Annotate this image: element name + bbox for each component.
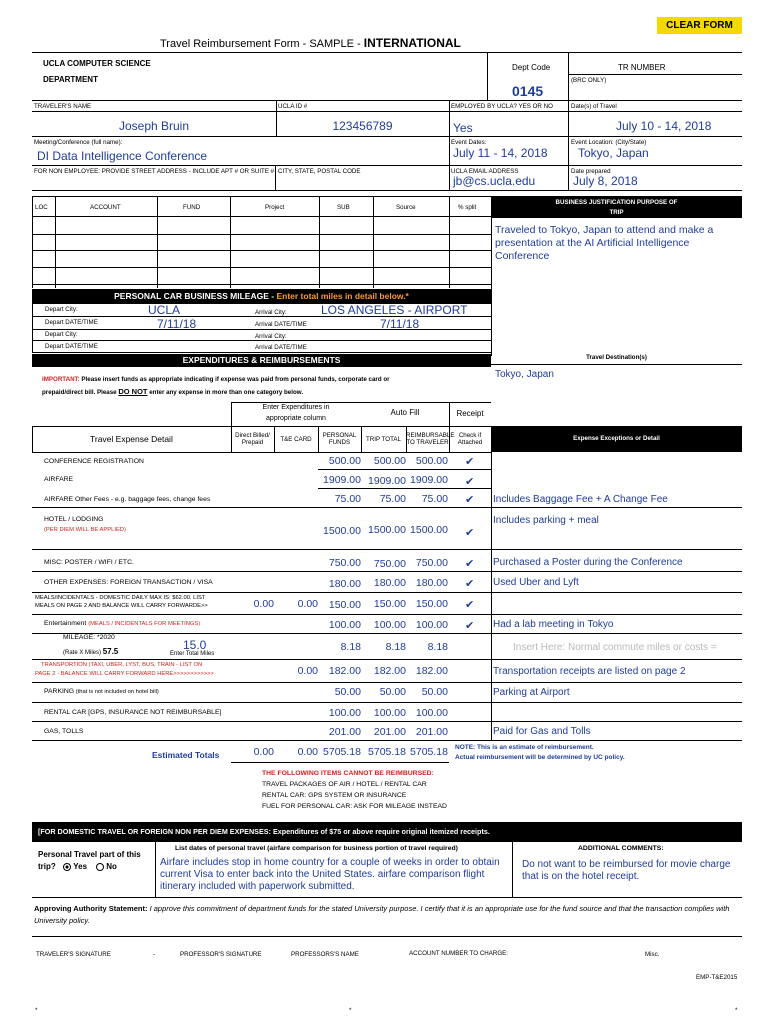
row-rental-total: 100.00 <box>373 707 406 719</box>
row-meals-reimb: 150.00 <box>415 598 448 610</box>
row-misc-note[interactable]: Purchased a Poster during the Conference <box>493 557 683 568</box>
arrival-city-label: Arrival City: <box>255 309 287 316</box>
date-prepared-input[interactable]: July 8, 2018 <box>573 174 638 188</box>
row-parking-total: 50.00 <box>379 686 406 698</box>
fund-col-fund: FUND <box>183 204 201 211</box>
row-misc-reimb: 750.00 <box>415 557 448 569</box>
professor-name-label: PROFESSORS'S NAME <box>291 951 359 958</box>
row-mileage-personal: 8.18 <box>340 641 361 653</box>
non-per-diem-banner: [FOR DOMESTIC TRAVEL OR FOREIGN NON PER DIEM EXPENSES: Expenditures of $75 or above require original itemized receipts. <box>32 822 742 842</box>
footer-mark-right: * <box>735 1007 738 1014</box>
row-airfare-reimb: 1909.00 <box>410 474 448 486</box>
dept-name-line1: UCLA COMPUTER SCIENCE <box>43 59 151 68</box>
justification-input[interactable]: Traveled to Tokyo, Japan to attend and make a presentation at the AI Artificial Intelligence Conference <box>495 224 714 262</box>
approving-statement: Approving Authority Statement: I approve this commitment of department funds for the stated University purpose. I certify that it is an appropriate use for the fund source and that the transaction complies with University policy. <box>34 904 730 925</box>
footer-mark-left: * <box>35 1007 38 1014</box>
col-trip-total: TRIP TOTAL <box>366 436 401 443</box>
row-parking-personal[interactable]: 50.00 <box>334 686 361 698</box>
enter-expenditures-line1: Enter Expenditures in <box>262 404 330 411</box>
travel-expense-detail-header: Travel Expense Detail <box>90 434 173 444</box>
row-hotel-reimb: 1500.00 <box>410 524 448 536</box>
personal-travel-label-2: trip? <box>38 862 56 871</box>
meeting-label: Meeting/Conference (full name): <box>34 139 123 146</box>
expenditures-header: EXPENDITURES & REIMBURSEMENTS <box>32 354 491 367</box>
row-meals-check[interactable]: ✔ <box>465 599 475 611</box>
personal-travel-yes[interactable]: Yes <box>63 862 87 871</box>
exceptions-header: Expense Exceptions or Detail <box>491 426 742 452</box>
email-label: UCLA EMAIL ADDRESS <box>451 168 519 175</box>
row-other-note[interactable]: Used Uber and Lyft <box>493 577 579 588</box>
justification-header: BUSINESS JUSTIFICATION PURPOSE OF TRIP <box>491 196 742 218</box>
col-check-attached: Check if Attached <box>457 432 483 446</box>
row-mileage-total: 8.18 <box>385 641 406 653</box>
depart-datetime-label: Depart DATE/TIME <box>45 319 98 326</box>
row-meals-label-1: MEALS/INCIDENTALS - DOMESTIC DAILY MAX IS: $62.00. LIST <box>35 595 206 601</box>
address-label: FOR NON EMPLOYEE: PROVIDE STREET ADDRESS - INCLUDE APT # OR SUITE # <box>34 168 275 175</box>
city-label: CITY, STATE, POSTAL CODE <box>278 168 361 175</box>
not-reimbursable-1: TRAVEL PACKAGES OF AIR / HOTEL / RENTAL CAR <box>262 781 427 788</box>
footer-mark-center: * <box>349 1007 352 1014</box>
row-meals-direct[interactable]: 0.00 <box>253 598 274 610</box>
row-airfare-other-reimb: 75.00 <box>421 493 448 505</box>
clear-form-button[interactable]: CLEAR FORM <box>657 17 742 34</box>
row-entertainment-check[interactable]: ✔ <box>465 620 475 632</box>
row-parking-reimb: 50.00 <box>421 686 448 698</box>
misc-label: Misc. <box>645 951 660 958</box>
list-dates-input[interactable]: Airfare includes stop in home country for a couple of weeks in order to obtain current Visa to enter back into the United States. airfare comparison flight itinerary included with paperwork submitted. <box>160 857 500 892</box>
personal-travel-label-1: Personal Travel part of this <box>38 850 141 859</box>
col-personal-funds: PERSONAL FUNDS <box>322 432 357 446</box>
row-hotel-personal[interactable]: 1500.00 <box>323 525 361 537</box>
depart-city-label: Depart City: <box>45 306 78 313</box>
traveler-name-label: TRAVELER'S NAME <box>34 103 92 110</box>
row-airfare-other-personal[interactable]: 75.00 <box>334 493 361 505</box>
row-entertainment-note[interactable]: Had a lab meeting in Tokyo <box>493 619 614 630</box>
row-entertainment-total: 100.00 <box>373 619 406 631</box>
additional-comments-input[interactable]: Do not want to be reimbursed for movie charge that is on the hotel receipt. <box>522 859 731 882</box>
form-code: EMP-T&E2015 <box>696 974 738 981</box>
date-prepared-label: Date prepared <box>571 168 611 175</box>
dept-name-line2: DEPARTMENT <box>43 75 98 84</box>
employed-input[interactable]: Yes <box>453 121 473 135</box>
row-mileage-reimb: 8.18 <box>427 641 448 653</box>
fund-col-sub: SUB <box>337 204 350 211</box>
account-number-label: ACCOUNT NUMBER TO CHARGE: <box>409 950 509 957</box>
event-dates-label: Event Dates: <box>451 139 487 146</box>
depart-city-label-2: Depart City: <box>45 331 78 338</box>
totals-trip-total: 5705.18 <box>368 746 406 758</box>
dates-travel-input[interactable]: July 10 - 14, 2018 <box>616 119 712 133</box>
row-transport-label-2: PAGE 2 - BALANCE WILL CARRY FORWARD HERE>>>>>>>>>>>> <box>35 671 214 677</box>
row-gas-reimb: 201.00 <box>415 726 448 738</box>
row-hotel-total: 1500.00 <box>368 524 406 536</box>
row-airfare-label: AIRFARE <box>44 476 74 483</box>
row-meals-tcard[interactable]: 0.00 <box>297 598 318 610</box>
row-transport-reimb: 182.00 <box>415 665 448 677</box>
row-rental-reimb: 100.00 <box>415 707 448 719</box>
arrival-city-input[interactable]: LOS ANGELES - AIRPORT <box>321 303 468 317</box>
row-gas-total: 201.00 <box>373 726 406 738</box>
row-mileage-rate: (Rate X Miles) 57.5 <box>63 647 119 656</box>
col-direct-billed: Direct Billed/ Prepaid <box>235 432 270 446</box>
totals-label: Estimated Totals <box>152 750 220 760</box>
row-gas-label: GAS, TOLLS <box>44 728 84 735</box>
row-hotel-label: HOTEL / LODGING <box>44 516 104 523</box>
fund-col-loc: LOC <box>35 204 48 211</box>
totals-direct: 0.00 <box>253 746 274 758</box>
row-entertainment-personal[interactable]: 100.00 <box>328 619 361 631</box>
row-misc-label: MISC: POSTER / WIFI / ETC. <box>44 559 134 566</box>
row-misc-check[interactable]: ✔ <box>465 558 475 570</box>
totals-reimb: 5705.18 <box>410 746 448 758</box>
row-parking-label: PARKING (that is not included on hotel bill) <box>44 688 159 695</box>
page-title: Travel Reimbursement Form - SAMPLE - INTERNATIONAL <box>160 36 461 50</box>
row-rental-personal[interactable]: 100.00 <box>328 707 361 719</box>
meeting-input[interactable]: DI Data Intelligence Conference <box>37 149 208 163</box>
enter-expenditures-line2: appropriate column <box>266 415 326 422</box>
row-airfare-other-total: 75.00 <box>379 493 406 505</box>
row-conference-reimb: 500.00 <box>415 455 448 467</box>
row-conference-personal[interactable]: 500.00 <box>328 455 361 467</box>
dept-code-label: Dept Code <box>512 63 551 72</box>
row-mileage-note[interactable]: Insert Here: Normal commute miles or costs = <box>513 642 717 653</box>
row-conference-check[interactable]: ✔ <box>465 456 475 468</box>
row-misc-personal[interactable]: 750.00 <box>328 557 361 569</box>
row-transport-personal[interactable]: 182.00 <box>328 665 361 677</box>
row-other-reimb: 180.00 <box>415 577 448 589</box>
mileage-header: PERSONAL CAR BUSINESS MILEAGE - Enter total miles in detail below.* <box>32 289 491 304</box>
row-other-personal[interactable]: 180.00 <box>328 578 361 590</box>
fund-col-account: ACCOUNT <box>90 204 121 211</box>
row-airfare-other-check[interactable]: ✔ <box>465 494 475 506</box>
arrival-datetime-label: Arrival DATE/TIME <box>255 321 307 328</box>
fund-col-split: % split <box>458 204 477 211</box>
col-te-card: T&E CARD <box>280 436 312 443</box>
row-meals-total: 150.00 <box>373 598 406 610</box>
event-dates-input[interactable]: July 11 - 14, 2018 <box>453 146 548 160</box>
row-hotel-sub: (PER DIEM WILL BE APPLIED) <box>44 527 126 533</box>
row-gas-personal[interactable]: 201.00 <box>328 726 361 738</box>
traveler-signature-label: TRAVELER'S SIGNATURE <box>36 951 111 958</box>
important-note-line1: IMPORTANT: Please insert funds as appropriate indicating if expense was paid from personal funds, corporate card or <box>42 376 390 383</box>
list-dates-label: List dates of personal travel (airfare comparison for business portion of travel required) <box>175 845 458 852</box>
row-other-label: OTHER EXPENSES: FOREIGN TRANSACTION / VISA <box>44 579 213 586</box>
totals-note-2: Actual reimbursement will be determined by UC policy. <box>455 754 625 761</box>
row-mileage-miles-label: Enter Total Miles <box>170 651 215 657</box>
row-transport-label-1: TRANSPORTION (TAXI, UBER, LYST, BUS, TRAIN - LIST ON <box>41 662 203 668</box>
row-airfare-personal[interactable]: 1909.00 <box>323 474 361 486</box>
row-airfare-other-note[interactable]: Includes Baggage Fee + A Change Fee <box>493 494 668 505</box>
receipt-label: Receipt <box>456 409 484 418</box>
row-airfare-check[interactable]: ✔ <box>465 476 475 488</box>
tr-number-label: TR NUMBER <box>618 63 666 72</box>
row-conference-total: 500.00 <box>373 455 406 467</box>
totals-note-1: NOTE: This is an estimate of reimbursement. <box>455 744 594 751</box>
row-parking-note[interactable]: Parking at Airport <box>493 687 570 698</box>
radio-empty-icon[interactable] <box>96 863 104 871</box>
additional-comments-label: ADDITIONAL COMMENTS: <box>578 845 664 852</box>
row-entertainment-reimb: 100.00 <box>415 619 448 631</box>
row-entertainment-label: Entertainment (MEALS / INCIDENTALS FOR MEETINGS) <box>44 620 201 627</box>
row-mileage-miles-input[interactable]: 15.0 <box>183 638 207 652</box>
not-reimbursable-2: RENTAL CAR: GPS SYSTEM OR INSURANCE <box>262 792 407 799</box>
not-reimbursable-3: FUEL FOR PERSONAL CAR: ASK FOR MILEAGE INSTEAD <box>262 803 447 810</box>
brc-only-label: (BRC ONLY) <box>571 77 607 84</box>
row-transport-note[interactable]: Transportation receipts are listed on page 2 <box>493 666 686 677</box>
totals-personal: 5705.18 <box>323 746 361 758</box>
auto-fill-label: Auto Fill <box>390 408 420 417</box>
ucla-id-input[interactable]: 123456789 <box>332 119 393 133</box>
col-reimbursable: REIMBURSABLE TO TRAVELER <box>406 432 455 446</box>
row-mileage-label: MILEAGE: *2020 <box>63 634 115 641</box>
row-meals-personal[interactable]: 150.00 <box>328 599 361 611</box>
row-transport-total: 182.00 <box>373 665 406 677</box>
fund-col-project: Project <box>265 204 285 211</box>
professor-signature-label: PROFESSOR'S SIGNATURE <box>180 951 262 958</box>
event-location-input[interactable]: Tokyo, Japan <box>578 146 649 160</box>
important-note-line2: prepaid/direct bill. Please DO NOT enter any expense in more than one category below. <box>42 387 304 396</box>
destination-header: Travel Destination(s) <box>586 354 647 361</box>
radio-selected-icon[interactable] <box>63 863 71 871</box>
traveler-name-input[interactable]: Joseph Bruin <box>118 119 190 133</box>
totals-tcard: 0.00 <box>297 746 318 758</box>
destination-input[interactable]: Tokyo, Japan <box>495 369 554 380</box>
not-reimbursable-header: THE FOLLOWING ITEMS CANNOT BE REIMBURSED: <box>262 770 434 777</box>
arrival-city-label-2: Arrival City: <box>255 333 287 340</box>
fund-col-source: Source <box>396 204 416 211</box>
ucla-id-label: UCLA ID # <box>278 103 308 110</box>
arrival-datetime-label-2: Arrival DATE/TIME <box>255 344 307 351</box>
depart-city-input[interactable]: UCLA <box>148 303 181 317</box>
dates-travel-label: Date(s) of Travel <box>571 103 617 110</box>
row-meals-label-2: MEALS ON PAGE 2 AND BALANCE WILL CARRY FORWARDE>> <box>35 603 208 609</box>
row-other-total: 180.00 <box>373 577 406 589</box>
employed-label: EMPLOYED BY UCLA? YES OR NO <box>451 103 553 110</box>
depart-datetime-input[interactable]: 7/11/18 <box>157 317 197 331</box>
row-hotel-check[interactable]: ✔ <box>465 527 475 539</box>
event-location-label: Event Location: (City/State) <box>571 139 647 146</box>
row-transport-tcard[interactable]: 0.00 <box>297 665 318 677</box>
row-airfare-other-label: AIRFARE Other Fees - e.g. baggage fees, change fees <box>44 496 211 503</box>
row-airfare-total: 1909.00 <box>368 475 406 487</box>
row-other-check[interactable]: ✔ <box>465 578 475 590</box>
signature-dash: - <box>153 951 156 958</box>
row-rental-label: RENTAL CAR [GPS, INSURANCE NOT REIMBURSABLE] <box>44 709 222 716</box>
depart-datetime-label-2: Depart DATE/TIME <box>45 343 98 350</box>
row-misc-total: 750.00 <box>373 558 406 570</box>
row-conference-label: CONFERENCE REGISTRATION <box>44 458 144 465</box>
arrival-datetime-input[interactable]: 7/11/18 <box>380 317 420 331</box>
dept-code-value[interactable]: 0145 <box>512 83 544 99</box>
row-gas-note[interactable]: Paid for Gas and Tolls <box>493 726 591 737</box>
row-hotel-note[interactable]: Includes parking + meal <box>493 515 599 526</box>
email-input[interactable]: jb@cs.ucla.edu <box>453 174 536 188</box>
personal-travel-no[interactable]: No <box>96 862 117 871</box>
